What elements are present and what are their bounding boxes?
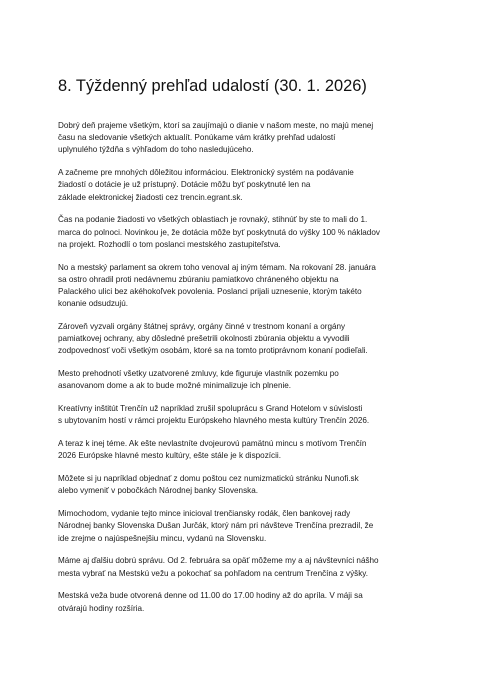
paragraph-line: Palackého ulici bez akéhokoľvek povolenia. Poslanci prijali uznesenie, ktorým takéto [58, 287, 362, 297]
paragraph-line: ide zrejme o najúspešnejšiu mincu, vydanú na Slovensku. [58, 533, 267, 543]
paragraph [58, 555, 448, 579]
paragraph-line: otvárajú hodiny rozšíria. [58, 603, 145, 613]
document-title: 8. Týždenný prehľad udalostí (30. 1. 2026) [58, 77, 367, 95]
paragraph [58, 508, 448, 545]
paragraph [58, 321, 448, 358]
paragraph-line: mesta vybrať na Mestskú vežu a pokochať sa pohľadom na centrum Trenčína z výšky. [58, 568, 368, 578]
paragraph-line: konanie odsudzujú. [58, 299, 129, 309]
paragraph-line: s ubytovaním hostí v rámci projektu Európskeho hlavného mesta kultúry Trenčín 2026. [58, 416, 370, 426]
paragraph-line: uplynulého týždňa s výhľadom do toho nasledujúceho. [58, 145, 254, 155]
paragraph-line: zodpovednosť voči všetkým osobám, ktoré sa na tomto protiprávnom konaní podieľali. [58, 346, 368, 356]
paragraph-line: na projekt. Rozhodlí o tom poslanci mestského zastupiteľstva. [58, 239, 281, 249]
paragraph-line: Mestská veža bude otvorená denne od 11.00 do 17.00 hodiny až do apríla. V máji sa [58, 591, 363, 601]
paragraph [58, 438, 448, 462]
paragraph [58, 214, 448, 251]
paragraph [58, 120, 448, 157]
paragraph [58, 590, 448, 614]
document-page [58, 76, 448, 625]
paragraph-line: A teraz k inej téme. Ak ešte nevlastníte dvojeurovú pamätnú mincu s motívom Trenčín [58, 439, 367, 449]
paragraph-line: Kreatívny inštitút Trenčín už napríklad zrušil spoluprácu s Grand Hotelom v súvislosti [58, 404, 363, 414]
paragraph-line: asanovanom dome a ak to bude možné minimalizuje ich plnenie. [58, 381, 292, 391]
paragraph-line: Národnej banky Slovenska Dušan Jurčák, ktorý nám pri návšteve Trenčína prezradil, že [58, 521, 374, 531]
paragraph-line: Zároveň vyzvali orgány štátnej správy, orgány činné v trestnom konaní a orgány [58, 322, 346, 332]
paragraph-line: Dobrý deň prajeme všetkým, ktorí sa zaujímajú o dianie v našom meste, no majú menej [58, 121, 374, 130]
paragraph [58, 368, 448, 392]
paragraph-line: No a mestský parlament sa okrem toho venoval aj iným témam. Na rokovaní 28. januára [58, 262, 376, 272]
paragraph [58, 262, 448, 311]
paragraph-line: Mimochodom, vydanie tejto mince inicioval trenčiansky rodák, člen bankovej rady [58, 509, 351, 519]
paragraph-line: A začneme pre mnohých dôležitou informáciou. Elektronický systém na podávanie [58, 168, 354, 178]
paragraph-line: Máme aj ďalšiu dobrú správu. Od 2. februára sa opäť môžeme my a aj návštevníci nášho [58, 556, 379, 566]
paragraph-line: Čas na podanie žiadosti vo všetkých oblastiach je rovnaký, stihnúť by ste to mali do 1. [58, 215, 368, 225]
paragraph-line: času na sledovanie všetkých aktualít. Ponúkame vám krátky prehľad udalostí [58, 133, 336, 143]
paragraph-line: sa ostro ohradil proti nedávnemu zbúraniu pamiatkovo chráneného objektu na [58, 274, 339, 284]
paragraph-line: marca do polnoci. Novinkou je, že dotácia môže byť poskytnutá do výšky 100 % nákladov [58, 227, 380, 237]
paragraph [58, 473, 448, 497]
paragraph-line: alebo vymeniť v pobočkách Národnej banky Slovenska. [58, 486, 258, 496]
paragraph-line: Môžete si ju napríklad objednať z domu poštou cez numizmatickú stránku Nunofi.sk [58, 474, 359, 484]
document-body [58, 120, 448, 615]
paragraph-line: Mesto prehodnotí všetky uzatvorené zmluvy, kde figuruje vlastník pozemku po [58, 369, 339, 379]
paragraph [58, 403, 448, 427]
paragraph-line: žiadostí o dotácie je už prístupný. Dotácie môžu byť poskytnuté len na [58, 180, 311, 190]
paragraph-line: 2026 Európske hlavné mesto kultúry, ešte stále je k dispozícii. [58, 451, 281, 461]
paragraph-line: pamiatkovej ochrany, aby dôsledné prešetrili okolnosti zbúrania objektu a vyvodili [58, 334, 350, 344]
paragraph [58, 167, 448, 204]
paragraph-line: základe elektronickej žiadosti cez trencin.egrant.sk. [58, 192, 243, 202]
